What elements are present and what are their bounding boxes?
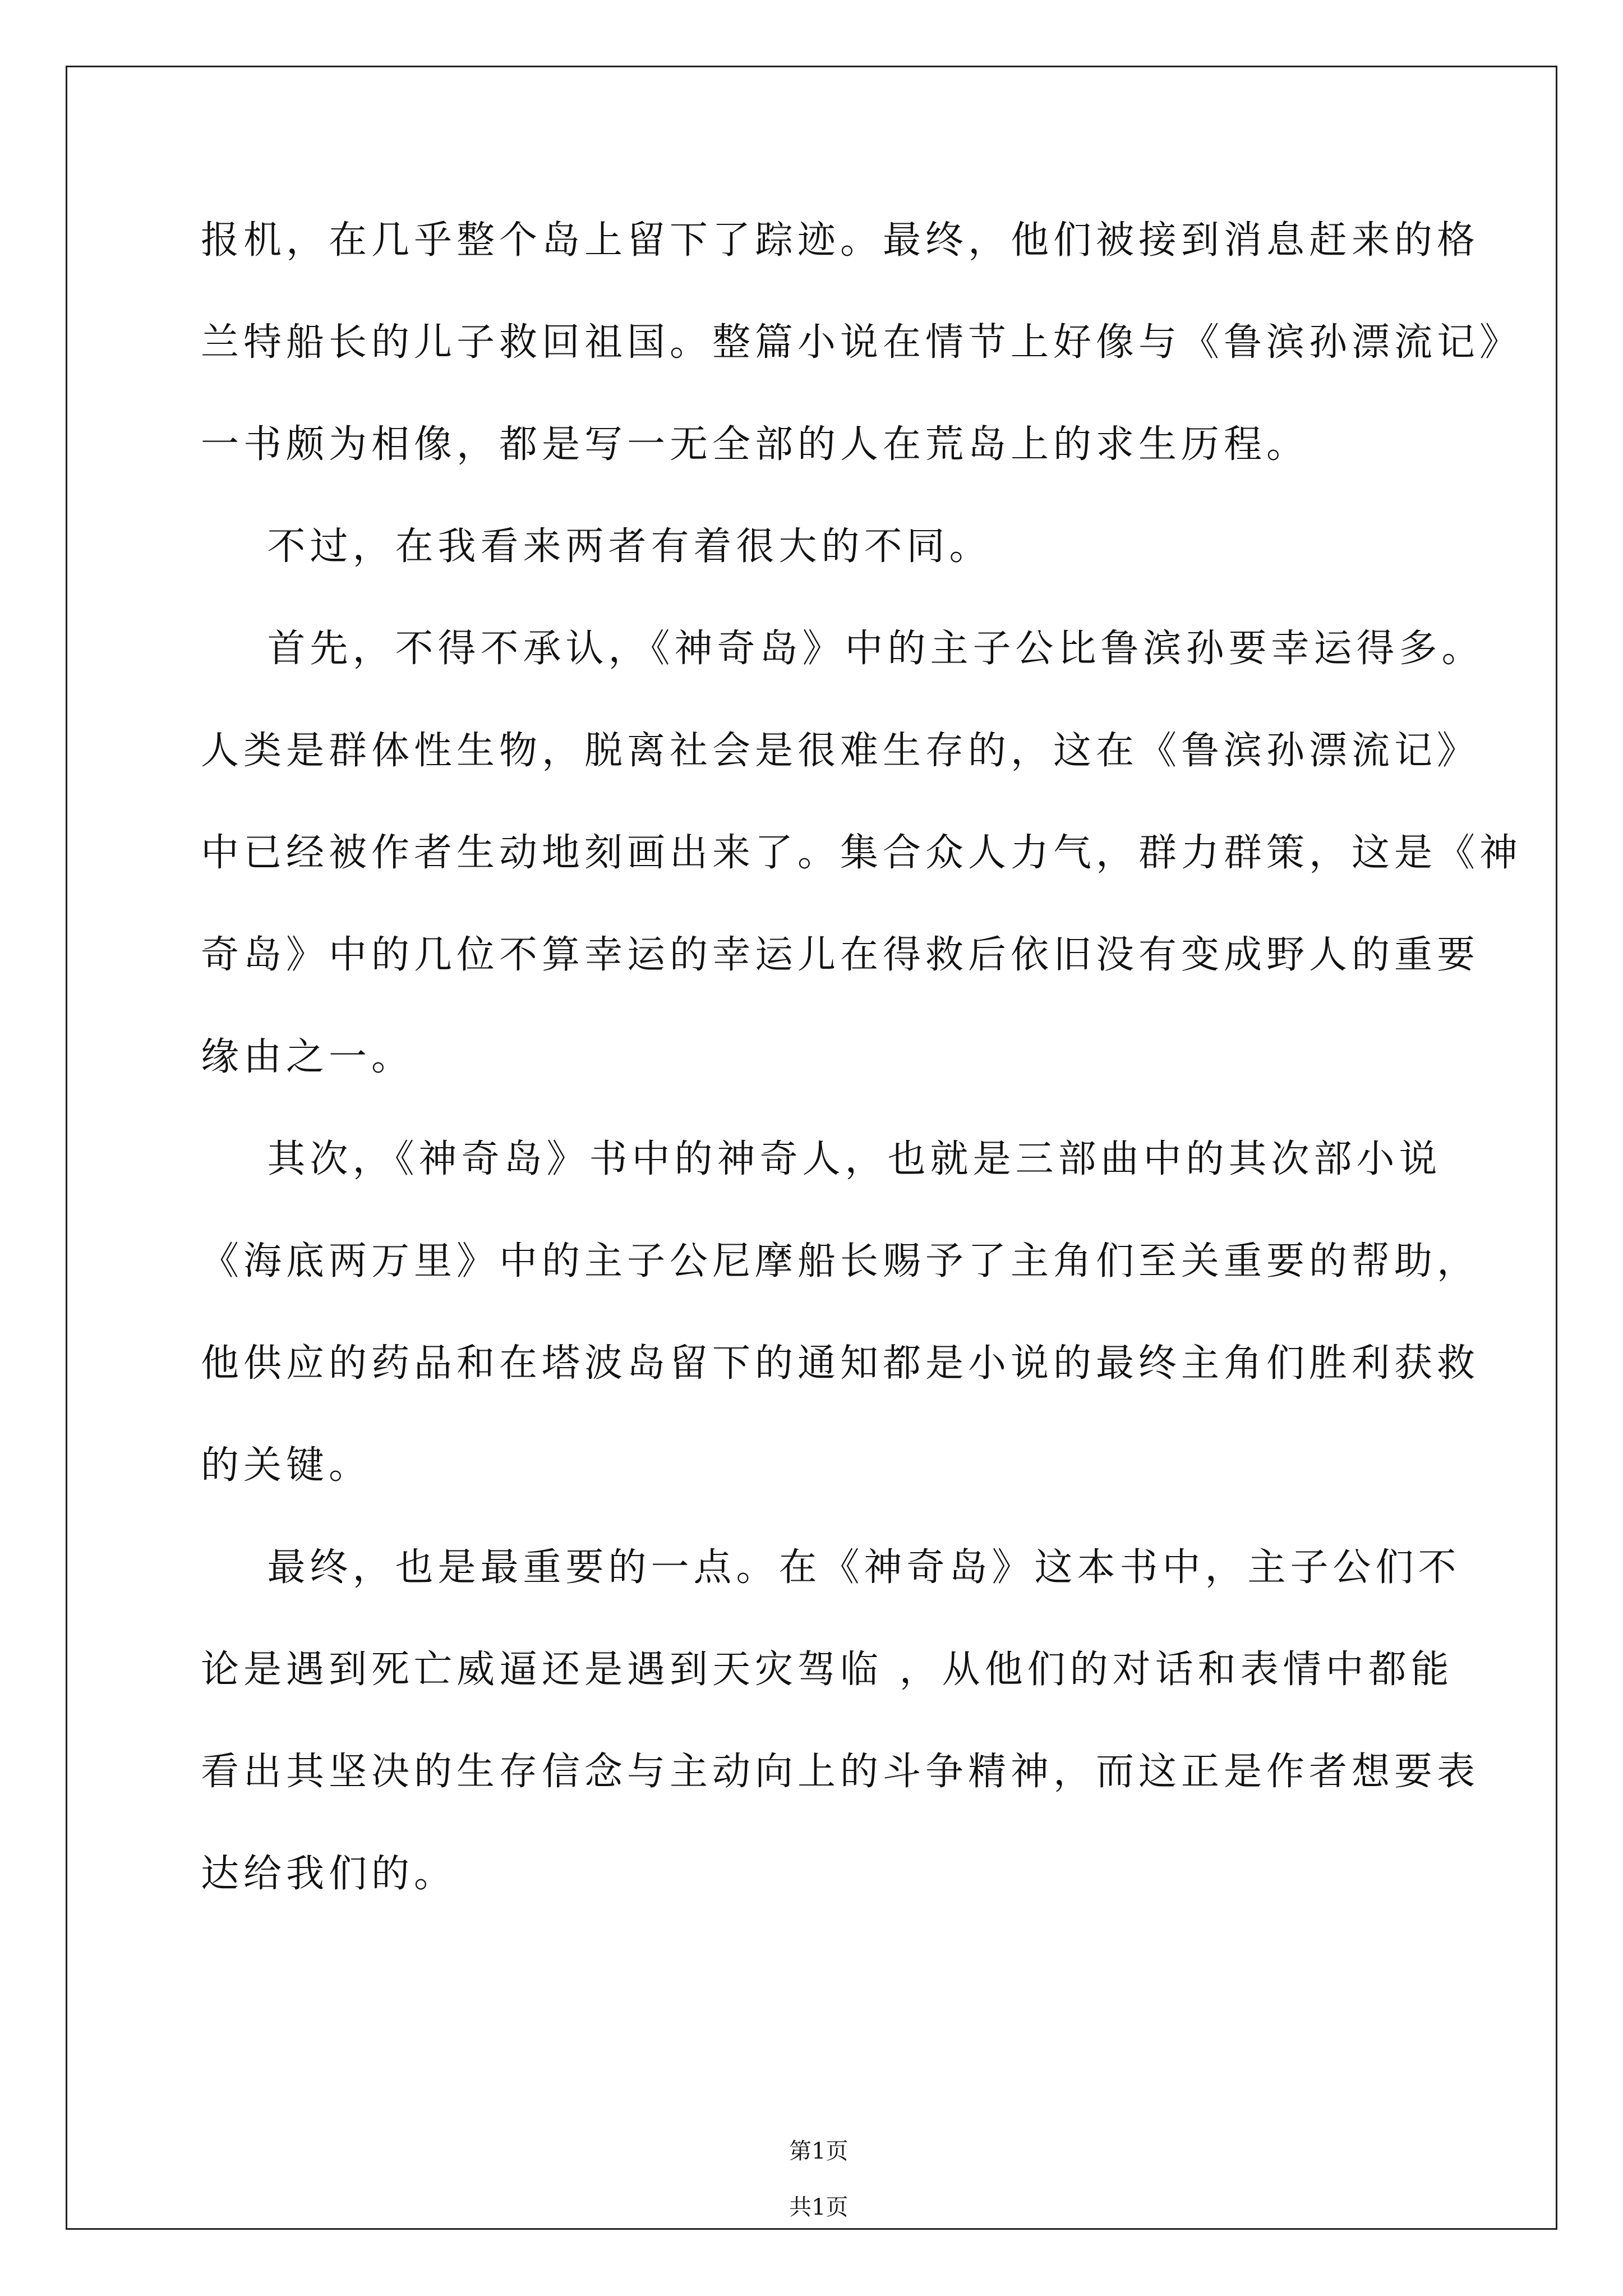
text-line: 不过，在我看来两者有着很大的不同。 (201, 524, 992, 569)
text-line: 兰特船长的儿子救回祖国。整篇小说在情节上好像与《鲁滨孙漂流记》 (201, 320, 1523, 365)
text-line: 他供应的药品和在塔波岛留下的通知都是小说的最终主角们胜利获救 (201, 1341, 1480, 1386)
text-line: 缘由之一。 (201, 1035, 414, 1079)
page-footer (0, 2109, 1623, 2221)
document-body (201, 218, 1523, 1957)
text-line: 达给我们的。 (201, 1852, 457, 1896)
text-line: 的关键。 (201, 1443, 372, 1488)
page-number: 第1页 (789, 2138, 849, 2164)
text-line: 中已经被作者生动地刻画出来了。集合众人力气，群力群策，这是《神 (201, 831, 1523, 875)
text-line: 人类是群体性生物，脱离社会是很难生存的，这在《鲁滨孙漂流记》 (201, 729, 1480, 773)
text-line: 报机，在几乎整个岛上留下了踪迹。最终，他们被接到消息赶来的格 (201, 218, 1480, 263)
text-line: 首先，不得不承认，《神奇岛》中的主子公比鲁滨孙要幸运得多。 (201, 627, 1484, 671)
text-line: 论是遇到死亡威逼还是遇到天灾驾临 ，从他们的对话和表情中都能 (201, 1648, 1454, 1692)
page-total: 共1页 (789, 2194, 849, 2220)
text-line: 《海底两万里》中的主子公尼摩船长赐予了主角们至关重要的帮助， (201, 1239, 1480, 1283)
text-line: 看出其坚决的生存信念与主动向上的斗争精神，而这正是作者想要表 (201, 1750, 1480, 1794)
text-line: 一书颇为相像，都是写一无全部的人在荒岛上的求生历程。 (201, 422, 1310, 467)
text-line: 奇岛》中的几位不算幸运的幸运儿在得救后依旧没有变成野人的重要 (201, 933, 1480, 977)
text-line: 其次，《神奇岛》书中的神奇人，也就是三部曲中的其次部小说 (201, 1137, 1442, 1181)
text-line: 最终，也是最重要的一点。在《神奇岛》这本书中，主子公们不 (201, 1545, 1461, 1590)
